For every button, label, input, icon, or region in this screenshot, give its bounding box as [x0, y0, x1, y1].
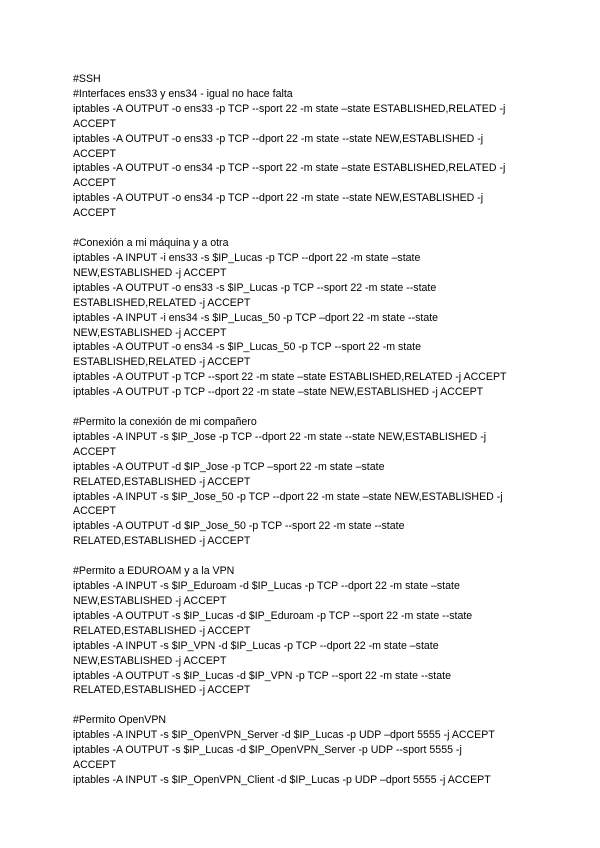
document-section: [73, 72, 544, 221]
command-line: iptables -A INPUT -i ens33 -s $IP_Lucas -p TCP --dport 22 -m state –state: [73, 251, 421, 264]
command-line: RELATED,ESTABLISHED -j ACCEPT: [73, 684, 251, 697]
document-section: [73, 236, 544, 400]
command-line: ACCEPT: [73, 177, 116, 190]
document-body: [73, 72, 544, 788]
command-line: RELATED,ESTABLISHED -j ACCEPT: [73, 475, 251, 488]
command-line: ACCEPT: [73, 445, 116, 458]
document-section: [73, 564, 544, 698]
command-line: RELATED,ESTABLISHED -j ACCEPT: [73, 535, 251, 548]
command-line: NEW,ESTABLISHED -j ACCEPT: [73, 326, 227, 339]
section-heading: #Permito la conexión de mi compañero: [73, 416, 257, 429]
command-line: iptables -A OUTPUT -o ens33 -s $IP_Lucas -p TCP --sport 22 -m state --state: [73, 281, 437, 294]
command-line: iptables -A INPUT -s $IP_Jose -p TCP --dport 22 -m state --state NEW,ESTABLISHED -j: [73, 430, 487, 443]
command-line: NEW,ESTABLISHED -j ACCEPT: [73, 595, 227, 607]
command-line: ACCEPT: [73, 207, 116, 220]
command-line: iptables -A INPUT -s $IP_Eduroam -d $IP_Lucas -p TCP --dport 22 -m state –state: [73, 580, 460, 593]
command-line: RELATED,ESTABLISHED -j ACCEPT: [73, 624, 251, 637]
command-line: iptables -A OUTPUT -o ens34 -p TCP --dport 22 -m state --state NEW,ESTABLISHED -j: [73, 192, 484, 205]
command-line: iptables -A OUTPUT -o ens33 -p TCP --sport 22 -m state –state ESTABLISHED,RELATED -j: [73, 102, 506, 115]
command-line: iptables -A OUTPUT -s $IP_Lucas -d $IP_OpenVPN_Server -p UDP --sport 5555 -j: [73, 744, 462, 757]
command-line: ACCEPT: [73, 147, 116, 160]
command-line: iptables -A INPUT -s $IP_Jose_50 -p TCP --dport 22 -m state –state NEW,ESTABLISHED -j: [73, 490, 503, 503]
command-line: iptables -A OUTPUT -p TCP --sport 22 -m state –state ESTABLISHED,RELATED -j ACCEPT: [73, 371, 507, 384]
section-heading: #Permito OpenVPN: [73, 714, 167, 727]
command-line: #Interfaces ens33 y ens34 - igual no hace falta: [73, 87, 293, 100]
command-line: ACCEPT: [73, 117, 116, 130]
command-line: ESTABLISHED,RELATED -j ACCEPT: [73, 296, 251, 309]
command-line: iptables -A OUTPUT -s $IP_Lucas -d $IP_VPN -p TCP --sport 22 -m state --state: [73, 669, 451, 682]
section-heading: #Permito a EDUROAM y a la VPN: [73, 565, 235, 578]
document-section: [73, 713, 544, 788]
command-line: iptables -A OUTPUT -s $IP_Lucas -d $IP_Eduroam -p TCP --sport 22 -m state --state: [73, 609, 473, 622]
section-heading: #SSH: [73, 73, 101, 85]
command-line: iptables -A OUTPUT -d $IP_Jose -p TCP –sport 22 -m state –state: [73, 460, 385, 473]
command-line: iptables -A INPUT -s $IP_OpenVPN_Client -d $IP_Lucas -p UDP –dport 5555 -j ACCEPT: [73, 773, 491, 786]
command-line: iptables -A OUTPUT -o ens33 -p TCP --dport 22 -m state --state NEW,ESTABLISHED -j: [73, 132, 484, 145]
section-heading: #Conexión a mi máquina y a otra: [73, 237, 229, 250]
command-line: iptables -A OUTPUT -d $IP_Jose_50 -p TCP --sport 22 -m state --state: [73, 520, 405, 533]
command-line: iptables -A OUTPUT -o ens34 -s $IP_Lucas_50 -p TCP --sport 22 -m state: [73, 341, 421, 354]
command-line: iptables -A OUTPUT -p TCP --dport 22 -m state –state NEW,ESTABLISHED -j ACCEPT: [73, 386, 484, 399]
command-line: iptables -A INPUT -i ens34 -s $IP_Lucas_50 -p TCP –dport 22 -m state --state: [73, 311, 439, 324]
command-line: iptables -A INPUT -s $IP_OpenVPN_Server -d $IP_Lucas -p UDP –dport 5555 -j ACCEPT: [73, 729, 495, 742]
document-section: [73, 415, 544, 549]
command-line: ESTABLISHED,RELATED -j ACCEPT: [73, 356, 251, 369]
command-line: NEW,ESTABLISHED -j ACCEPT: [73, 266, 227, 279]
command-line: NEW,ESTABLISHED -j ACCEPT: [73, 654, 227, 667]
command-line: ACCEPT: [73, 759, 116, 772]
command-line: ACCEPT: [73, 505, 116, 518]
command-line: iptables -A OUTPUT -o ens34 -p TCP --sport 22 -m state –state ESTABLISHED,RELATED -j: [73, 162, 506, 175]
command-line: iptables -A INPUT -s $IP_VPN -d $IP_Lucas -p TCP --dport 22 -m state –state: [73, 639, 439, 652]
